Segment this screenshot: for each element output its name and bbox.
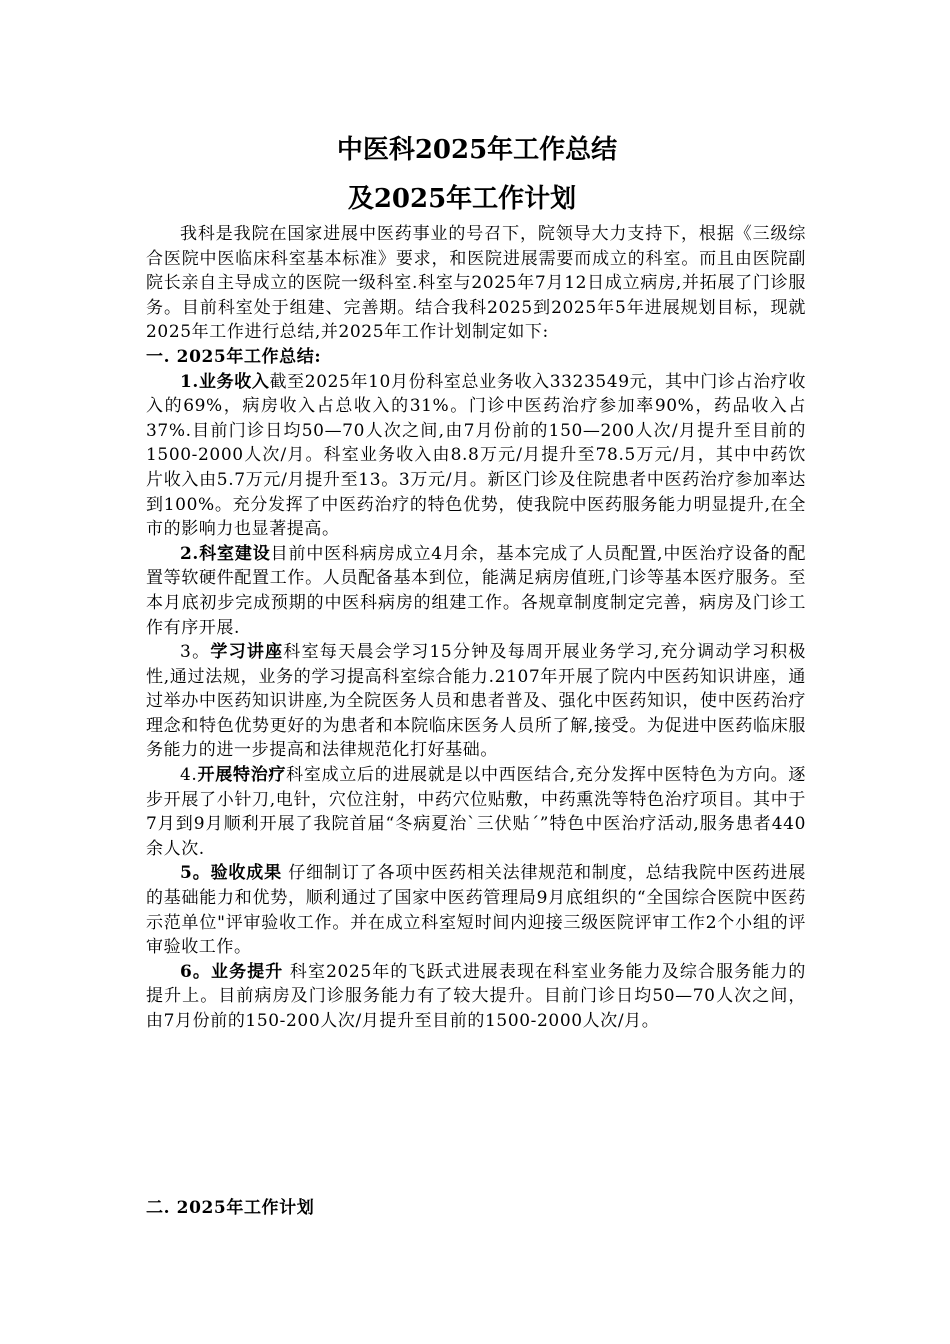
item-number-6: 6。	[180, 961, 212, 982]
item-number-5: 5。	[180, 863, 211, 884]
item-paragraph-3	[146, 640, 806, 763]
item-text-1: 截至2025年10月份科室总业务收入3323549元，其中门诊占治疗收入的69%，病房收入占总收入的31%。门诊中医药治疗参加率90%，药品收入占37%.目前门诊日均50—70人次之间,由7月份前的150—200人次/月提升至目前的1500-2000人次/月。科室业务收入由8.8万元/月提升至78.5万元/月，其中中药饮片收入由5.7万元/月提升至13。3万元/月。新区门诊及住院患者中医药治疗参加率达到100%。充分发挥了中医药治疗的特色优势，使我院中医药服务能力明显提升,在全市的影响力也显著提高。	[146, 371, 806, 540]
item-text-2: 目前中医科病房成立4月余，基本完成了人员配置,中医治疗设备的配置等软硬件配置工作。人员配备基本到位，能满足病房值班,门诊等基本医疗服务。至本月底初步完成预期的中医科病房的组建工作。各规章制度制定完善，病房及门诊工作有序开展.	[146, 543, 806, 638]
document-title-line1: 中医科2025年工作总结	[336, 135, 618, 165]
item-paragraph-5	[146, 861, 806, 959]
item-lead-6: 业务提升	[211, 961, 284, 982]
item-paragraph-2	[146, 542, 806, 640]
item-text-3: 科室每天晨会学习15分钟及每周开展业务学习,充分调动学习积极性,通过法规，业务的学习提高科室综合能力.2107年开展了院内中医药知识讲座，通过举办中医药知识讲座,为全院医务人员和患者普及、强化中医药知识，使中医药治疗理念和特色优势更好的为患者和本院临床医务人员所了解,接受。为促进中医药临床服务能力的进一步提高和法律规范化打好基础。	[146, 642, 806, 761]
document-title-line2: 及2025年工作计划	[347, 184, 577, 214]
item-number-1: 1.	[180, 371, 199, 392]
item-text-6: 科室2025年的飞跃式进展表现在科室业务能力及综合服务能力的提升上。目前病房及门诊服务能力有了较大提升。目前门诊日均50—70人次之间，由7月份前的150-200人次/月提升至目前的1500-2000人次/月。	[146, 961, 806, 1031]
intro-paragraph: 我科是我院在国家进展中医药事业的号召下，院领导大力支持下，根据《三级综合医院中医临床科室基本标准》要求，和医院进展需要而成立的科室。而且由医院副院长亲自主导成立的医院一级科室.科室与2025年7月12日成立病房,并拓展了门诊服务。目前科室处于组建、完善期。结合我科2025到2025年5年进展规划目标，现就2025年工作进行总结,并2025年工作计划制定如下:	[146, 224, 806, 343]
item-number-2: 2.	[180, 543, 199, 564]
item-number-3: 3。	[180, 642, 211, 663]
item-number-4: 4.	[180, 765, 198, 786]
document-body	[146, 222, 806, 1034]
item-lead-1: 业务收入	[198, 371, 270, 392]
item-text-5: 仔细制订了各项中医药相关法律规范和制度，总结我院中医药进展的基础能力和优势，顺利通过了国家中医药管理局9月底组织的“全国综合医院中医药示范单位"评审验收工作。并在成立科室短时间内迎接三级医院评审工作2个小组的评审验收工作。	[146, 863, 807, 958]
item-text-4: 科室成立后的进展就是以中西医结合,充分发挥中医特色为方向。逐步开展了小针刀,电针，穴位注射，中药穴位贴敷，中药熏洗等特色治疗项目。其中于7月到9月顺利开展了我院首届“冬病夏治`三伏贴´”特色中医治疗活动,服务患者440余人次.	[146, 765, 806, 859]
section2-heading: 二. 2025年工作计划	[146, 1198, 315, 1218]
item-lead-4: 开展特治疗	[197, 765, 287, 786]
item-paragraph-6	[146, 960, 806, 1034]
item-lead-2: 科室建设	[198, 543, 271, 564]
item-paragraph-4	[146, 763, 806, 861]
item-lead-3: 学习讲座	[210, 642, 284, 663]
item-lead-5: 验收成果	[210, 863, 283, 884]
section1-heading: 一. 2025年工作总结:	[146, 346, 322, 367]
item-paragraph-1	[146, 370, 806, 542]
